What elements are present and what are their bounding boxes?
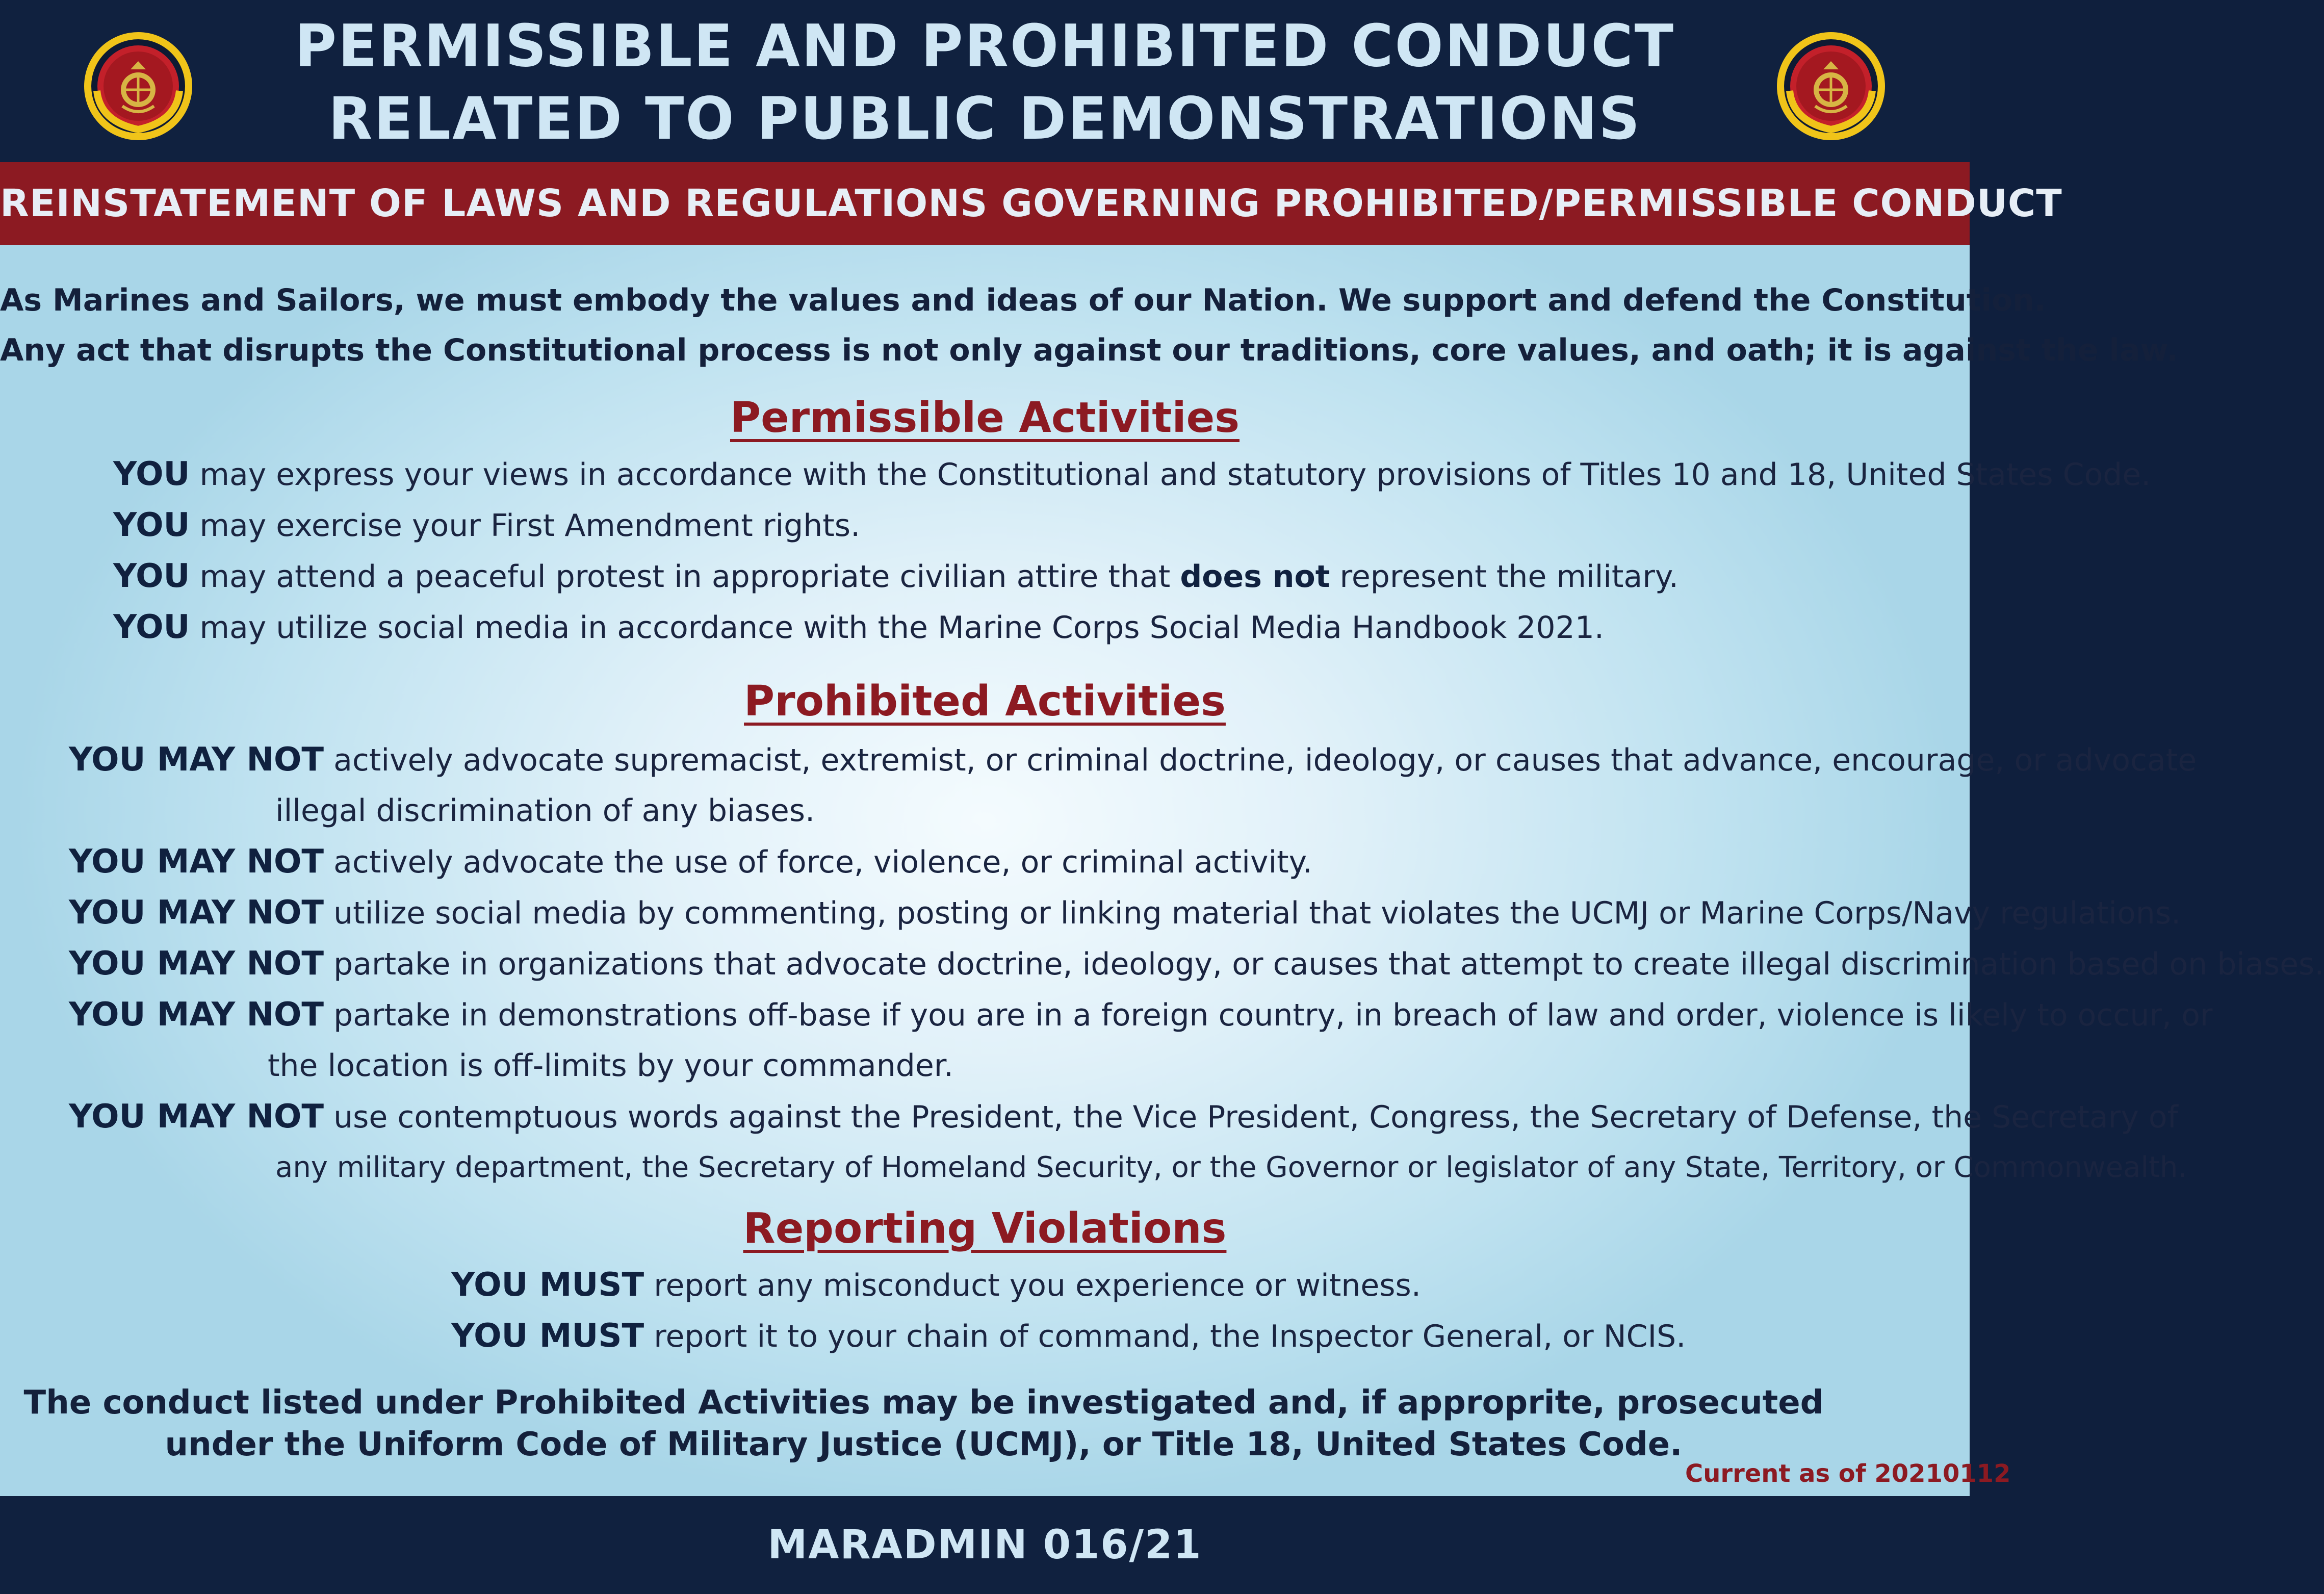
header bbox=[0, 0, 1970, 162]
title-line-2: RELATED TO PUBLIC DEMONSTRATIONS bbox=[328, 85, 1642, 153]
item-lead: YOU MAY NOT bbox=[69, 996, 324, 1034]
item-text: report any misconduct you experience or witness. bbox=[644, 1268, 1421, 1303]
intro-line-1: As Marines and Sailors, we must embody the values and ideas of our Nation. We support and defend the Constitution. bbox=[0, 282, 2046, 318]
intro-statement bbox=[0, 275, 2178, 375]
prohibited-item bbox=[69, 989, 2213, 1041]
maradmin-reference: MARADMIN 016/21 bbox=[767, 1522, 1202, 1568]
prohibited-item-continuation: illegal discrimination of any biases. bbox=[275, 793, 815, 829]
intro-line-2: Any act that disrupts the Constitutional process is not only against our traditions, core values, and oath; it is against the law. bbox=[0, 332, 2178, 368]
item-lead: YOU MUST bbox=[451, 1266, 644, 1304]
footer bbox=[0, 1496, 1970, 1594]
prohibited-item bbox=[69, 836, 1312, 888]
item-text: actively advocate supremacist, extremist, or criminal doctrine, ideology, or causes that advance, encourage, or advocate bbox=[324, 742, 2197, 778]
permissible-item bbox=[113, 449, 2151, 500]
prohibited-item bbox=[69, 734, 2197, 786]
item-text: actively advocate the use of force, violence, or criminal activity. bbox=[324, 844, 1312, 880]
prohibited-item-continuation: any military department, the Secretary of Homeland Security, or the Governor or legislator of any State, Territory, or Commonwealth. bbox=[275, 1151, 2187, 1184]
item-text: utilize social media by commenting, posting or linking material that violates the UCMJ or Marine Corps/Navy regulations. bbox=[324, 895, 2181, 931]
item-text: may exercise your First Amendment rights. bbox=[190, 508, 861, 544]
reporting-item bbox=[451, 1310, 1686, 1362]
content-area bbox=[0, 245, 2324, 1496]
permissible-item bbox=[113, 500, 860, 551]
prohibited-item bbox=[69, 887, 2181, 939]
item-lead: YOU MAY NOT bbox=[69, 843, 324, 881]
item-text: report it to your chain of command, the Inspector General, or NCIS. bbox=[644, 1319, 1686, 1354]
closing-statement bbox=[0, 1382, 1908, 1466]
reporting-heading: Reporting Violations bbox=[743, 1204, 1227, 1253]
prohibited-item bbox=[69, 938, 2324, 990]
item-lead: YOU bbox=[113, 455, 190, 493]
item-lead: YOU bbox=[113, 506, 190, 544]
item-lead: YOU bbox=[113, 608, 190, 646]
permissible-item bbox=[113, 551, 1679, 602]
item-lead: YOU MUST bbox=[451, 1317, 644, 1355]
subtitle-banner bbox=[0, 162, 2062, 245]
prohibited-heading: Prohibited Activities bbox=[744, 677, 1226, 726]
reporting-item bbox=[451, 1259, 1421, 1311]
item-text: may attend a peaceful protest in appropriate civilian attire that bbox=[190, 559, 1180, 595]
page-title bbox=[0, 10, 1970, 156]
item-text: represent the military. bbox=[1330, 559, 1679, 595]
title-line-1: PERMISSIBLE AND PROHIBITED CONDUCT bbox=[294, 12, 1675, 80]
item-lead: YOU MAY NOT bbox=[69, 945, 324, 983]
banner-text: REINSTATEMENT OF LAWS AND REGULATIONS GOVERNING PROHIBITED/PERMISSIBLE CONDUCT bbox=[0, 182, 2062, 225]
prohibited-item bbox=[69, 1091, 2178, 1143]
item-text: partake in organizations that advocate doctrine, ideology, or causes that attempt to create illegal discrimination based on biases. bbox=[324, 946, 2324, 982]
item-text: partake in demonstrations off-base if you are in a foreign country, in breach of law and order, violence is likely to occur, or bbox=[324, 997, 2213, 1033]
item-text: may utilize social media in accordance with the Marine Corps Social Media Handbook 2021. bbox=[190, 610, 1604, 646]
closing-line-1: The conduct listed under Prohibited Activities may be investigated and, if approprite, prosecuted bbox=[23, 1384, 1824, 1422]
item-lead: YOU MAY NOT bbox=[69, 1098, 324, 1136]
item-lead: YOU MAY NOT bbox=[69, 894, 324, 932]
item-text: use contemptuous words against the President, the Vice President, Congress, the Secretary of Defense, the Secretary of bbox=[324, 1099, 2178, 1135]
prohibited-item-continuation: the location is off-limits by your commander. bbox=[268, 1048, 953, 1084]
current-as-of-stamp: Current as of 20210112 bbox=[1685, 1459, 2011, 1488]
item-lead: YOU bbox=[113, 557, 190, 595]
closing-line-2: under the Uniform Code of Military Justice (UCMJ), or Title 18, United States Code. bbox=[165, 1426, 1683, 1463]
item-text: may express your views in accordance with the Constitutional and statutory provisions of Titles 10 and 18, United States Code. bbox=[190, 457, 2151, 493]
item-lead: YOU MAY NOT bbox=[69, 741, 324, 779]
item-emphasis: does not bbox=[1180, 559, 1330, 595]
permissible-heading: Permissible Activities bbox=[730, 394, 1240, 442]
permissible-item bbox=[113, 602, 1604, 653]
